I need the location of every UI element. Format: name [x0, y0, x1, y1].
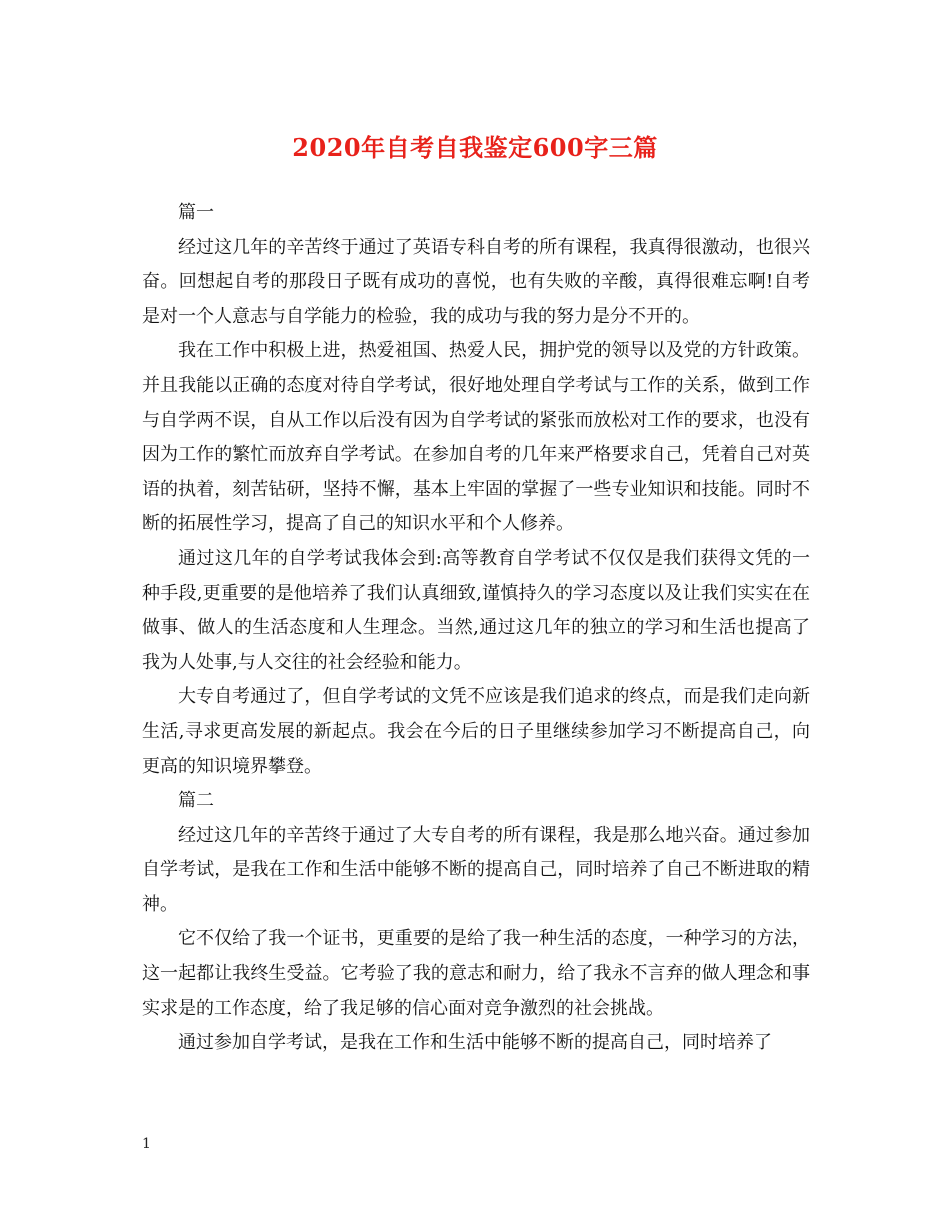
section-heading-1: 篇一	[178, 202, 214, 223]
document-body	[142, 196, 810, 1061]
paragraph: 经过这几年的辛苦终于通过了大专自考的所有课程，我是那么地兴奋。通过参加自学考试，是我在工作和生活中能够不断的提高自己，同时培养了自己不断进取的精神。	[142, 824, 810, 915]
paragraph: 通过参加自学考试，是我在工作和生活中能够不断的提高自己，同时培养了	[178, 1032, 772, 1054]
paragraph: 它不仅给了我一个证书，更重要的是给了我一种生活的态度，一种学习的方法，这一起都让我终生受益。它考验了我的意志和耐力，给了我永不言弃的做人理念和事实求是的工作态度，给了我足够的信心面对竞争激烈的社会挑战。	[142, 928, 810, 1019]
section-heading-2: 篇二	[178, 790, 214, 812]
paragraph: 我在工作中积极上进，热爱祖国、热爱人民，拥护党的领导以及党的方针政策。并且我能以正确的态度对待自学考试，很好地处理自学考试与工作的关系，做到工作与自学两不误，自从工作以后没有因为自学考试的紧张而放松对工作的要求，也没有因为工作的繁忙而放弃自学考试。在参加自考的几年来严格要求自己，凭着自己对英语的执着，刻苦钻研，坚持不懈，基本上牢固的掌握了一些专业知识和技能。同时不断的拓展性学习，提高了自己的知识水平和个人修养。	[142, 340, 810, 535]
paragraph: 大专自考通过了，但自学考试的文凭不应该是我们追求的终点，而是我们走向新生活,寻求更高发展的新起点。我会在今后的日子里继续参加学习不断提高自己，向更高的知识境界攀登。	[142, 686, 810, 777]
paragraph: 经过这几年的辛苦终于通过了英语专科自考的所有课程，我真得很激动，也很兴奋。回想起自考的那段日子既有成功的喜悦，也有失败的辛酸，真得很难忘啊!自考是对一个人意志与自学能力的检验，我的成功与我的努力是分不开的。	[142, 236, 810, 327]
document-title: 2020年自考自我鉴定600字三篇	[292, 133, 658, 162]
page-number: 1	[142, 1136, 151, 1152]
paragraph: 通过这几年的自学考试我体会到:高等教育自学考试不仅仅是我们获得文凭的一种手段,更重要的是他培养了我们认真细致,谨慎持久的学习态度以及让我们实实在在做事、做人的生活态度和人生理念。当然,通过这几年的独立的学习和生活也提高了我为人处事,与人交往的社会经验和能力。	[142, 547, 810, 673]
